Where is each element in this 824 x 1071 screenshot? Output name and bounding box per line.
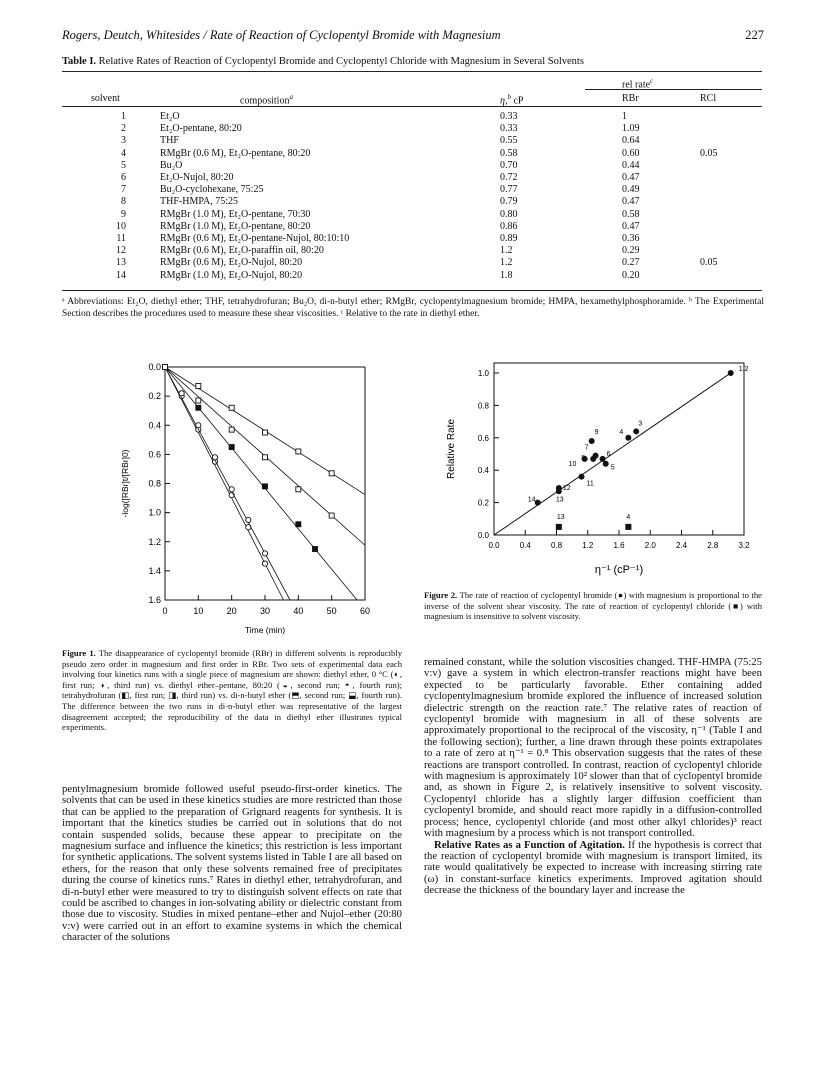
rbr-rate-cell: 0.49 xyxy=(622,184,640,196)
rbr-data-point xyxy=(590,456,596,462)
point-label: 1,2 xyxy=(738,366,749,373)
y-axis-label: Relative Rate xyxy=(446,418,457,480)
header-relrate-text: rel rate xyxy=(622,79,651,91)
table-row xyxy=(62,257,762,268)
x-tick-label: 10 xyxy=(193,606,204,616)
viscosity-cell: 0.72 xyxy=(500,172,518,183)
solvent-number: 9 xyxy=(121,208,126,220)
viscosity-cell: 0.77 xyxy=(500,184,518,196)
point-label: 13 xyxy=(556,513,565,521)
solvent-number: 2 xyxy=(121,123,126,135)
y-tick-label: 1.2 xyxy=(148,536,161,547)
rbr-data-point xyxy=(556,488,562,494)
x-tick-label: 0.0 xyxy=(488,541,500,550)
x-tick-label: 0.4 xyxy=(519,541,531,550)
composition-cell: RMgBr (0.6 M), Et₂O-Nujol, 80:20 xyxy=(160,257,303,269)
rbr-rate-cell: 0.36 xyxy=(622,233,640,244)
table-row xyxy=(62,123,762,134)
right-column-text xyxy=(424,657,762,897)
data-point xyxy=(163,365,168,370)
table-title: Relative Rates of Reaction of Cyclopentyl Bromide and Cyclopentyl Chloride with Magnesium in Several Solvents xyxy=(98,56,584,67)
table-header-row-2 xyxy=(62,93,762,107)
viscosity-cell: 0.79 xyxy=(500,196,518,208)
x-tick-label: 1.6 xyxy=(613,541,625,550)
table-row xyxy=(62,233,762,244)
table-footnote: ᵃ Abbreviations: Et₂O, diethyl ether; THF, tetrahydrofuran; Bu₂O, di-n-butyl ether; RMgBr, cyclopentylmagnesium bromide; HMPA, hexamethylphosphoramide. ᵇ The Experimental Section describes the procedures used to measure these shear viscosities. ᶜ Relative to the rate in diethyl ether. xyxy=(62,297,764,319)
figure-2-caption-text: The rate of reaction of cyclopentyl bromide (●) with magnesium is proportional to the inverse of the solvent shear viscosity. The rate of reaction of cyclopentyl chloride (■) with magnesium is insensitive to solvent viscosity. xyxy=(424,590,763,622)
figure-2-caption xyxy=(424,590,762,622)
data-point xyxy=(329,513,334,518)
rbr-rate-cell: 0.47 xyxy=(622,172,640,183)
y-tick-label: 0.8 xyxy=(477,401,489,411)
fit-line xyxy=(165,367,290,600)
y-tick-label: 1.6 xyxy=(148,595,161,605)
viscosity-cell: 0.86 xyxy=(500,220,518,232)
data-point xyxy=(329,471,334,476)
data-point xyxy=(196,423,201,428)
x-tick-label: 2.0 xyxy=(644,541,656,550)
y-tick-label: 1.4 xyxy=(148,565,161,576)
header-rcl: RCl xyxy=(700,93,717,104)
solvent-number: 11 xyxy=(116,233,126,244)
table-row xyxy=(62,196,762,207)
rbr-rate-cell: 0.47 xyxy=(622,220,640,232)
x-tick-label: 20 xyxy=(226,606,237,616)
x-axis-label: Time (min) xyxy=(244,625,286,635)
solvent-number: 6 xyxy=(121,172,126,183)
x-tick-label: 2.8 xyxy=(707,541,719,550)
data-point xyxy=(262,561,267,566)
solvent-number: 5 xyxy=(121,159,126,171)
x-tick-label: 0 xyxy=(162,606,168,616)
rbr-data-point xyxy=(625,435,631,441)
table-top-rule xyxy=(62,71,762,72)
y-tick-label: 0.0 xyxy=(477,531,489,540)
data-point xyxy=(196,405,201,410)
x-tick-label: 60 xyxy=(359,606,371,616)
header-eta-sup: b xyxy=(507,93,511,101)
left-column-paragraph: pentylmagnesium bromide followed useful pseudo-first-order kinetics. The solvents that can be used in these kinetics studies are more restricted than those that can be applied to the preparation of Grignard reagents for synthesis. It is important that the kinetics studies be carried out in solutions that do not contain suspended solids, because these appear to precipitate on the magnesium surface and influence the kinetics; this restriction is less important for synthetic applications. The solvent systems listed in Table I are all based on ethers, for the reason that only these solvents remained free of precipitates during the course of kinetics runs.⁷ Rates in diethyl ether, tetrahydrofuran, and di-n-butyl ether were measured to try to distinguish solvent effects on rate that could be ascribed to changes in ion-solvating ability or dielectric constant from those due to viscosity. Studies in mixed pentane–ether and Nujol–ether (20:80 v:v) were carried out in an effort to examine systems in which the chemical character of the solutions xyxy=(62,783,402,944)
figure-1-caption xyxy=(62,648,402,733)
y-axis-label: -log([RBr]t/[RBr]0) xyxy=(120,449,130,518)
rbr-rate-cell: 0.29 xyxy=(622,245,640,257)
solvent-number: 13 xyxy=(116,257,126,269)
x-tick-label: 2.4 xyxy=(675,541,688,550)
viscosity-cell: 0.89 xyxy=(500,233,518,244)
fit-line xyxy=(494,373,731,535)
table-row xyxy=(62,160,762,171)
header-composition-text: composition xyxy=(240,95,290,107)
composition-cell: Bu₂O-cyclohexane, 75:25 xyxy=(160,184,264,196)
y-tick-label: 0.4 xyxy=(477,466,489,476)
rcl-data-point xyxy=(556,524,562,530)
header-eta xyxy=(500,93,523,106)
viscosity-cell: 0.70 xyxy=(500,159,518,171)
viscosity-cell: 0.55 xyxy=(500,135,518,147)
data-point xyxy=(196,383,201,388)
rbr-rate-cell: 1.09 xyxy=(622,123,640,135)
figure-1-label: Figure 1. xyxy=(62,648,96,658)
viscosity-cell: 0.58 xyxy=(500,147,518,159)
data-point xyxy=(263,455,268,460)
point-label: 11 xyxy=(586,480,594,488)
right-column-paragraph-2-text: If the hypothesis is correct that the reaction of cyclopentyl bromide with magnesium is transport limited, its rate would qualitatively be expected to increase with increasing stirring rate (ω) in constant-surface kinetics experiments. Improved agitation should decrease the thickness of the boundary layer and increase the xyxy=(424,838,762,897)
composition-cell: Et₂O-Nujol, 80:20 xyxy=(160,172,234,183)
y-tick-label: 1.0 xyxy=(477,369,489,378)
composition-cell: RMgBr (0.6 M), Et₂O-paraffin oil, 80:20 xyxy=(160,245,324,257)
y-tick-label: 0.2 xyxy=(148,391,161,402)
data-point xyxy=(263,484,268,489)
data-point xyxy=(229,445,234,450)
data-point xyxy=(229,427,234,432)
figure-2-chart xyxy=(424,355,754,587)
data-point xyxy=(229,487,234,492)
composition-cell: RMgBr (0.6 M), Et₂O-pentane-Nujol, 80:10:10 xyxy=(160,233,350,244)
x-tick-label: 0.8 xyxy=(550,541,563,550)
rbr-data-point xyxy=(582,456,588,462)
solvent-number: 14 xyxy=(116,269,126,281)
point-label: 12 xyxy=(562,485,571,493)
point-label: 4 xyxy=(619,428,624,436)
data-point xyxy=(229,405,234,410)
relrate-rule xyxy=(585,89,762,90)
page-number: 227 xyxy=(745,28,764,42)
fit-line xyxy=(165,367,357,600)
figure-2-label: Figure 2. xyxy=(424,590,458,600)
section-heading: Relative Rates as a Function of Agitation. xyxy=(434,838,625,851)
header-relrate-sup: c xyxy=(650,77,654,85)
rcl-rate-cell: 0.05 xyxy=(700,257,718,269)
composition-cell: THF-HMPA, 75:25 xyxy=(160,196,238,208)
point-label: 5 xyxy=(610,464,615,472)
viscosity-cell: 1.2 xyxy=(500,245,513,257)
data-point xyxy=(313,547,318,552)
x-tick-label: 50 xyxy=(326,606,337,616)
composition-cell: RMgBr (1.0 M), Et₂O-pentane, 80:20 xyxy=(160,220,311,232)
point-label: 9 xyxy=(594,429,599,437)
rbr-data-point xyxy=(728,370,734,376)
table-row xyxy=(62,148,762,159)
viscosity-cell: 0.80 xyxy=(500,208,518,220)
point-label: 14 xyxy=(527,496,536,504)
left-column-text xyxy=(62,784,402,944)
composition-cell: Et₂O-pentane, 80:20 xyxy=(160,123,242,135)
rbr-rate-cell: 0.64 xyxy=(622,135,640,147)
composition-cell: RMgBr (1.0 M), Et₂O-pentane, 70:30 xyxy=(160,208,311,220)
table-row xyxy=(62,172,762,183)
solvent-number: 12 xyxy=(116,245,126,257)
rcl-data-point xyxy=(625,524,631,530)
y-tick-label: 0.0 xyxy=(148,362,161,372)
rbr-data-point xyxy=(633,428,639,434)
rbr-rate-cell: 0.58 xyxy=(622,208,640,220)
data-point xyxy=(262,551,267,556)
x-tick-label: 3.2 xyxy=(738,541,750,550)
y-tick-label: 0.6 xyxy=(477,433,489,443)
point-label: 7 xyxy=(584,444,589,452)
viscosity-cell: 1.2 xyxy=(500,257,513,269)
composition-cell: Bu₂O xyxy=(160,159,183,171)
y-tick-label: 0.2 xyxy=(477,498,489,508)
running-title: Rogers, Deutch, Whitesides / Rate of Reaction of Cyclopentyl Bromide with Magnesium xyxy=(62,28,501,42)
solvent-number: 1 xyxy=(121,111,126,122)
header-eta-unit: cP xyxy=(510,95,524,107)
header-composition-sup: a xyxy=(289,93,293,101)
rbr-rate-cell: 0.20 xyxy=(622,269,640,281)
right-column-paragraph-2 xyxy=(424,840,762,897)
y-tick-label: 0.8 xyxy=(148,478,161,489)
data-point xyxy=(196,398,201,403)
rbr-rate-cell: 0.60 xyxy=(622,147,640,159)
table-header-rule xyxy=(62,106,762,107)
data-point xyxy=(296,449,301,454)
figure-1-chart xyxy=(110,355,372,645)
data-point xyxy=(179,391,184,396)
header-solvent: solvent xyxy=(91,93,120,104)
point-label: 6 xyxy=(606,450,611,458)
table-row xyxy=(62,209,762,220)
rbr-data-point xyxy=(535,500,541,506)
table-caption xyxy=(62,56,762,67)
solvent-number: 10 xyxy=(116,220,126,232)
solvent-number: 8 xyxy=(121,196,126,208)
x-tick-label: 40 xyxy=(293,606,304,616)
data-point xyxy=(212,455,217,460)
x-axis-label: η⁻¹ (cP⁻¹) xyxy=(594,564,644,576)
rbr-rate-cell: 0.27 xyxy=(622,257,640,269)
table-row xyxy=(62,135,762,146)
point-label: 3 xyxy=(638,420,643,428)
table-label: Table I. xyxy=(62,56,97,67)
solvent-number: 4 xyxy=(121,147,126,159)
point-label: 10 xyxy=(568,460,577,468)
rbr-data-point xyxy=(579,474,585,480)
rbr-rate-cell: 1 xyxy=(622,111,627,122)
table-row xyxy=(62,111,762,122)
solvent-number: 3 xyxy=(121,135,126,147)
header-rbr: RBr xyxy=(622,93,639,104)
rbr-rate-cell: 0.47 xyxy=(622,196,640,208)
point-label: 13 xyxy=(555,496,564,504)
y-tick-label: 1.0 xyxy=(148,507,161,518)
data-point xyxy=(263,430,268,435)
right-column-paragraph-1: remained constant, while the solution viscosities changed. THF-HMPA (75:25 v:v) gave a system in which electron-transfer reactions might have been expected to be particularly favorable. Ether containing added cyclopentylmagnesium bromide explored the influence of increased solution dielectric strength on the reaction rate.⁷ The relative rates of reaction of cyclopentyl bromide with magnesium in all of these solvents are approximately proportional to the reciprocal of the viscosity, η⁻¹ (Table I and the following section); further, a line drawn through these points extrapolates to a rate of zero at η⁻¹ = 0.⁸ This observation suggests that the rates of these reactions are transport controlled. In contrast, reaction of cyclopentyl chloride with magnesium is approximately 10² slower than that of cyclopentyl bromide and, as shown in Figure 2, is relatively insensitive to solvent viscosity. Cyclopentyl chloride has a slightly larger diffusion coefficient than cyclopentyl bromide, and should react more rapidly in a diffusion-controlled process; hence, cyclopentyl chloride (and most other alkyl chlorides)³ react with magnesium by a process which is not transport controlled. xyxy=(424,656,762,840)
rbr-data-point xyxy=(589,438,595,444)
data-point xyxy=(246,517,251,522)
table-bottom-rule xyxy=(62,290,762,291)
x-tick-label: 30 xyxy=(259,606,271,616)
viscosity-cell: 1.8 xyxy=(500,269,513,281)
figure-1-caption-text: The disappearance of cyclopentyl bromide (RBr) in different solvents is reproducibly pseudo zero order in magnesium and first order in RBr. Two sets of experimental data each involving four kinetics runs with a single piece of magnesium are shown: diethyl ether, 0 °C (◐, first run; ◑, third run) vs. diethyl ether–pentane, 80:20 (◒, second run; ◓, fourth run); tetrahydrofuran (◧, first run; ◨, third run) vs. di-n-butyl ether (⬒, second run; ⬓, fourth run). The difference between the two runs in di-n-butyl ether was representative of the largest disagreement accepted; the reproducibility of the data in diethyl ether illustrates typical experiments. xyxy=(62,648,403,733)
header-composition xyxy=(240,93,293,106)
data-point xyxy=(296,522,301,527)
data-point xyxy=(296,487,301,492)
rbr-data-point xyxy=(600,456,606,462)
composition-cell: Et₂O xyxy=(160,111,180,122)
table-row xyxy=(62,245,762,256)
rcl-rate-cell: 0.05 xyxy=(700,147,718,159)
y-tick-label: 0.4 xyxy=(148,420,161,431)
table-header-row-1 xyxy=(62,77,762,91)
table-row xyxy=(62,221,762,232)
point-label: 4 xyxy=(626,513,631,521)
rbr-rate-cell: 0.44 xyxy=(622,159,640,171)
composition-cell: RMgBr (1.0 M), Et₂O-Nujol, 80:20 xyxy=(160,269,303,281)
viscosity-cell: 0.33 xyxy=(500,111,518,122)
running-header xyxy=(62,28,764,48)
y-tick-label: 0.6 xyxy=(148,449,161,460)
solvent-number: 7 xyxy=(121,184,126,196)
table-row xyxy=(62,270,762,281)
composition-cell: THF xyxy=(160,135,179,147)
header-eta-symbol: η, xyxy=(500,95,508,107)
composition-cell: RMgBr (0.6 M), Et₂O-pentane, 80:20 xyxy=(160,147,311,159)
table-row xyxy=(62,184,762,195)
viscosity-cell: 0.33 xyxy=(500,123,518,135)
x-tick-label: 1.2 xyxy=(582,541,594,550)
